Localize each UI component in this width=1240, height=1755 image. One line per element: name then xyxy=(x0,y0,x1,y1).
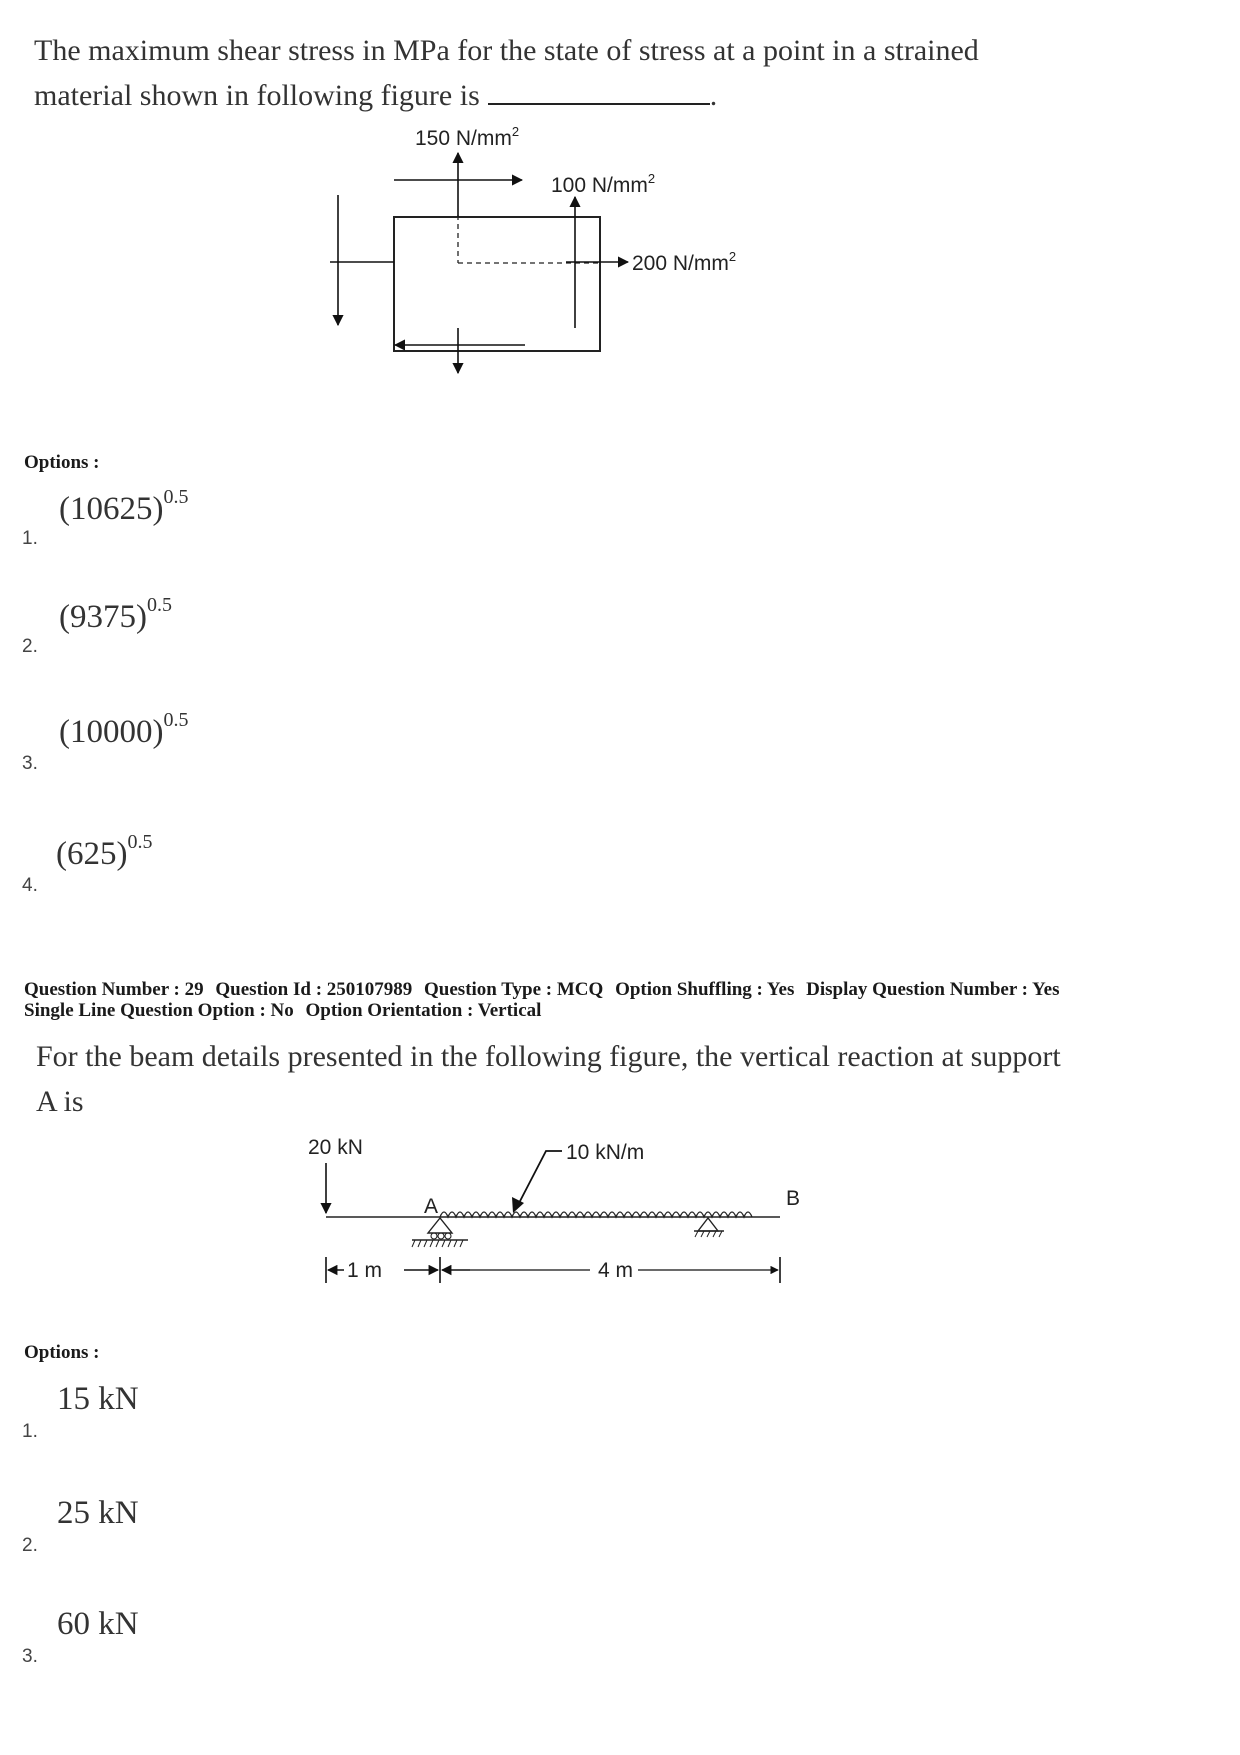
label-dim-right: 4 m xyxy=(598,1259,634,1282)
option-value: $(9375)^{0.5}$ xyxy=(59,594,172,635)
option-value: $(625)^{0.5}$ xyxy=(56,831,153,872)
option-value: 25 kN xyxy=(57,1495,139,1531)
meta-question-id: Question Id : 250107989 xyxy=(215,979,413,1000)
meta-single-line-option: Single Line Question Option : No xyxy=(24,1000,294,1021)
question-1-options-heading: Options : xyxy=(24,452,100,473)
question-1-line-1: The maximum shear stress in MPa for the state of stress at a point in a strained xyxy=(34,34,979,67)
label-shear: 100 $N/mm^2$ xyxy=(551,171,656,197)
meta-question-number: Question Number : 29 xyxy=(24,979,204,1000)
label-normal-top: 150 $N/mm^2$ xyxy=(415,125,520,150)
option-value: 60 kN xyxy=(57,1606,139,1642)
label-normal-right: 200 $N/mm^2$ xyxy=(632,249,737,275)
answer-blank xyxy=(488,73,710,105)
stress-element-box xyxy=(394,217,600,351)
question-2-meta xyxy=(24,979,1066,1021)
label-support-a: A xyxy=(424,1195,439,1218)
option-number: 1. xyxy=(22,528,38,549)
label-udl: 10 kN/m xyxy=(566,1141,645,1164)
question-2-meta-line-2 xyxy=(24,1000,1066,1021)
option-number: 3. xyxy=(22,1646,38,1667)
udl-leader-head xyxy=(512,1197,524,1213)
question-2-text xyxy=(36,1034,1226,1124)
option-number: 1. xyxy=(22,1421,38,1442)
meta-question-type: Question Type : MCQ xyxy=(424,979,604,1000)
beam-figure xyxy=(300,1125,840,1315)
option-number: 4. xyxy=(22,875,38,896)
meta-display-question-number: Display Question Number : Yes xyxy=(806,979,1060,1000)
option-value: $(10625)^{0.5}$ xyxy=(59,486,189,527)
question-2-meta-line-1 xyxy=(24,979,1066,1000)
support-b-triangle xyxy=(698,1218,718,1231)
question-2-options-heading: Options : xyxy=(24,1342,100,1363)
question-1-line-end: . xyxy=(709,79,718,112)
question-1-line-2-text: material shown in following figure is xyxy=(34,79,480,112)
option-number: 3. xyxy=(22,753,38,774)
option-number: 2. xyxy=(22,1535,38,1556)
option-value: $(10000)^{0.5}$ xyxy=(59,709,189,750)
support-a-triangle xyxy=(428,1218,452,1233)
question-1-text xyxy=(34,28,1224,118)
stress-element-figure xyxy=(330,125,810,425)
label-support-b: B xyxy=(786,1187,801,1210)
label-dim-left: 1 m xyxy=(347,1259,383,1282)
meta-option-orientation: Option Orientation : Vertical xyxy=(305,1000,542,1021)
label-point-load: 20 kN xyxy=(308,1136,363,1159)
udl-leader xyxy=(518,1151,562,1205)
option-value: 15 kN xyxy=(57,1381,139,1417)
question-2-line-1: For the beam details presented in the following figure, the vertical reaction at support xyxy=(36,1040,1061,1073)
meta-option-shuffling: Option Shuffling : Yes xyxy=(615,979,795,1000)
question-2-line-2: A is xyxy=(36,1085,84,1118)
option-number: 2. xyxy=(22,636,38,657)
question-1-line-2 xyxy=(34,73,1224,118)
